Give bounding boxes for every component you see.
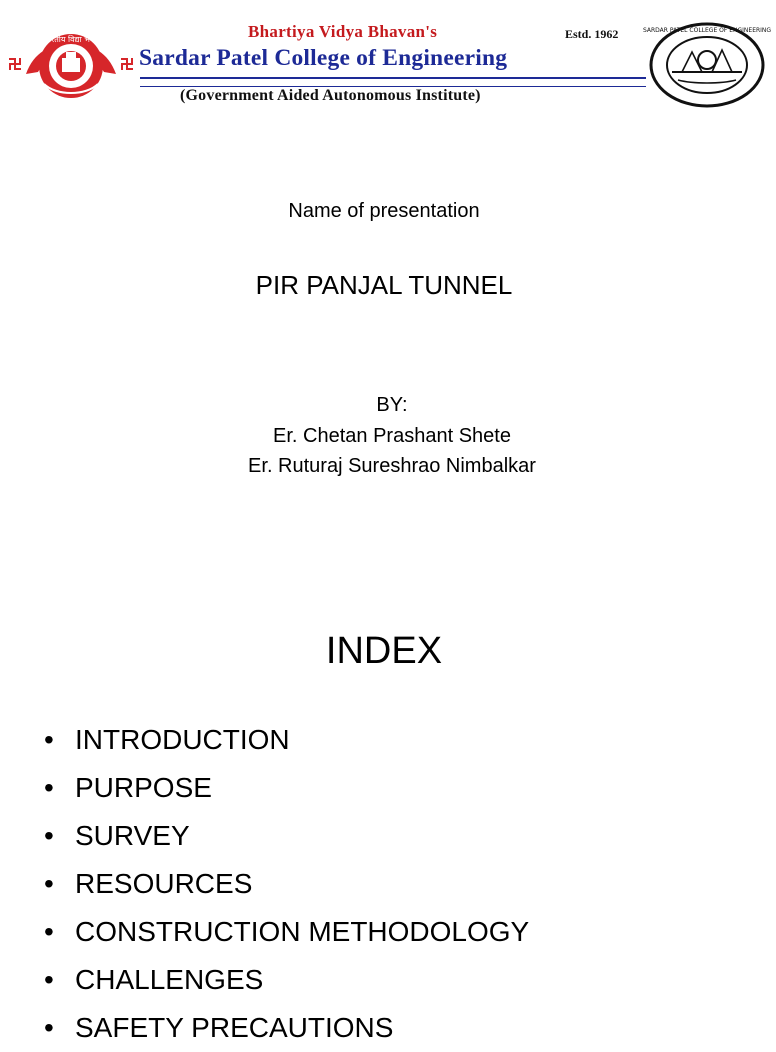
list-item xyxy=(44,812,529,860)
list-item xyxy=(44,764,529,812)
spce-seal-icon xyxy=(642,22,772,108)
bullet: • xyxy=(44,1012,54,1043)
bvb-emblem-icon xyxy=(4,22,138,108)
list-item xyxy=(44,1004,529,1052)
presentation-label: Name of presentation xyxy=(288,200,480,222)
author-2: Er. Ruturaj Sureshrao Nimbalkar xyxy=(248,455,536,477)
list-item xyxy=(44,716,529,764)
list-item xyxy=(44,956,529,1004)
college-name: Sardar Patel College of Engineering xyxy=(139,45,508,71)
list-item-label: CONSTRUCTION METHODOLOGY xyxy=(75,916,530,947)
index-list xyxy=(44,716,529,1052)
header-divider xyxy=(140,77,646,87)
established-year: Estd. 1962 xyxy=(565,27,619,41)
bullet: • xyxy=(44,916,54,947)
list-item-label: RESOURCES xyxy=(75,868,253,899)
bullet: • xyxy=(44,772,54,803)
bullet: • xyxy=(44,868,54,899)
trust-name: Bhartiya Vidya Bhavan's xyxy=(248,22,438,41)
list-item-label: SURVEY xyxy=(75,820,190,851)
index-slide xyxy=(0,576,768,1043)
by-label: BY: xyxy=(376,394,408,416)
list-item-label: INTRODUCTION xyxy=(75,724,290,755)
list-item-label: SAFETY PRECAUTIONS xyxy=(75,1012,394,1043)
index-title: INDEX xyxy=(325,630,443,672)
presentation-title: PIR PANJAL TUNNEL xyxy=(255,270,513,300)
list-item-label: PURPOSE xyxy=(75,772,212,803)
list-item-label: CHALLENGES xyxy=(75,964,264,995)
emblem-text: भारतीय विद्या भवन xyxy=(43,35,99,44)
list-item xyxy=(44,908,529,956)
bullet: • xyxy=(44,964,54,995)
institute-status: (Government Aided Autonomous Institute) xyxy=(180,87,481,104)
seal-text: SARDAR PATEL COLLEGE OF ENGINEERING xyxy=(642,27,772,34)
list-item xyxy=(44,860,529,908)
bullet: • xyxy=(44,820,54,851)
author-1: Er. Chetan Prashant Shete xyxy=(273,425,511,447)
bullet: • xyxy=(44,724,54,755)
